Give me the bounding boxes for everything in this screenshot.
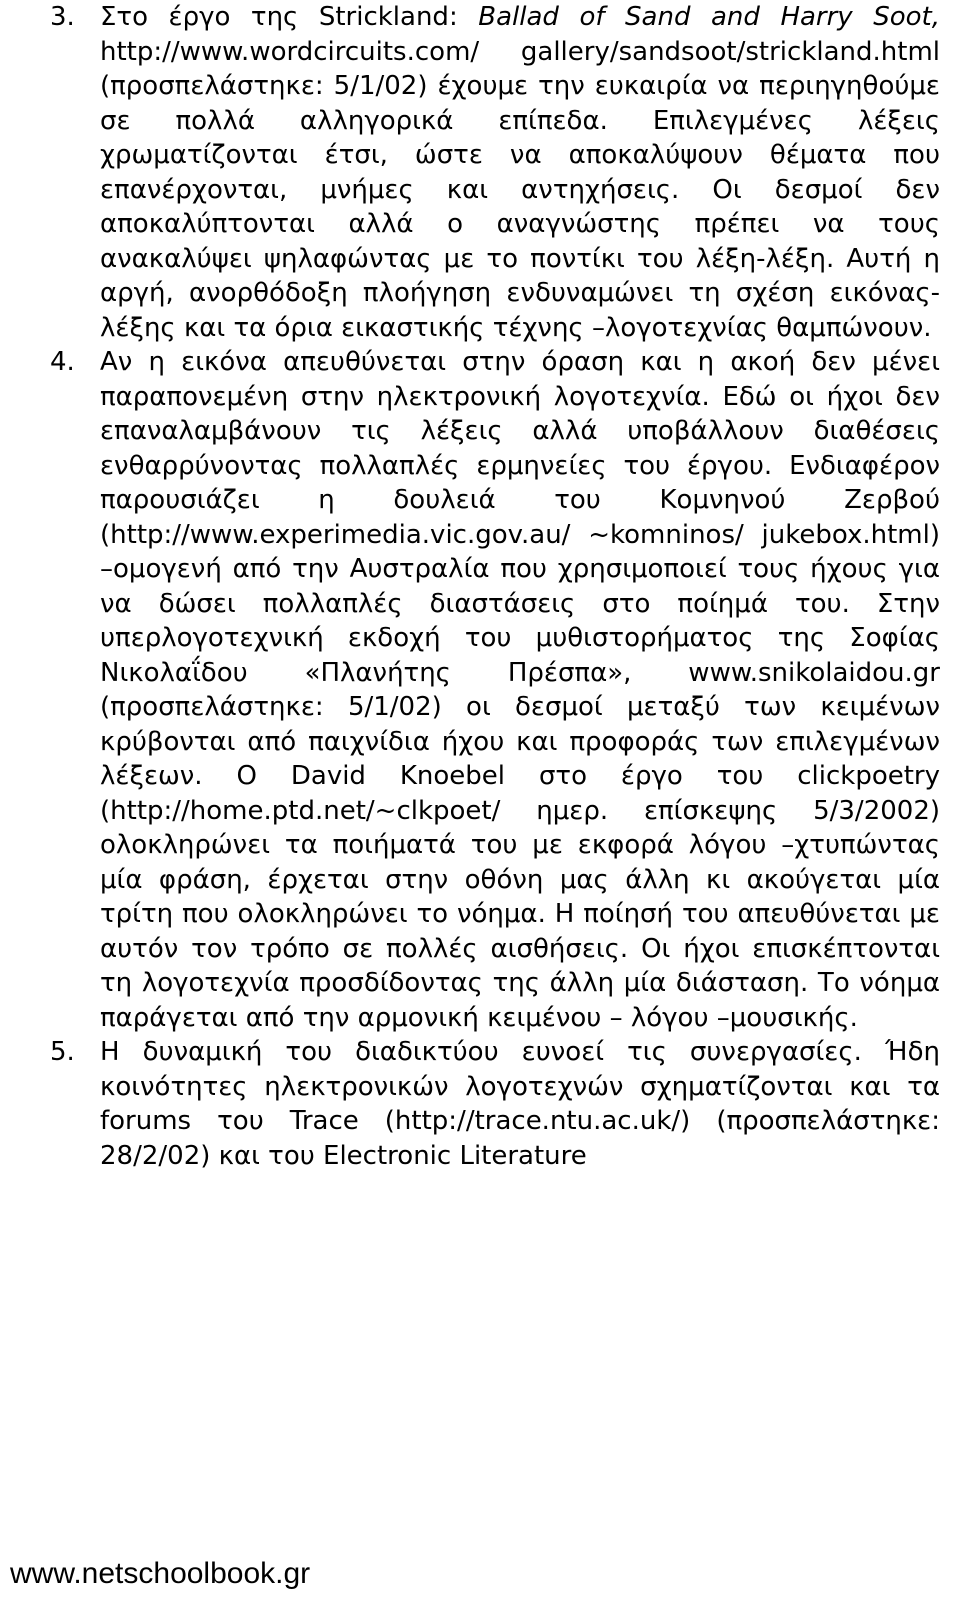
item-text: Η δυναμική του διαδικτύου ευνοεί τις συνεργασίες. Ήδη κοινότητες ηλεκτρονικών λογοτεχνών σχηματίζονται και τα forums του Trace (http://trace.ntu.ac.uk/) (προσπελάστηκε: 28/2/02) και του Electronic Literature <box>100 1037 940 1171</box>
item-text: Αν η εικόνα απευθύνεται στην όραση και η ακοή δεν μένει παραπονεμένη στην ηλεκτρονική λογοτεχνία. Εδώ οι ήχοι δεν επαναλαμβάνουν τις λέξεις αλλά υποβάλλουν διαθέσεις ενθαρρύνοντας πολλαπλές ερμηνείες του έργου. Ενδιαφέρον παρουσιάζει η δουλειά του Κομνηνού Ζερβού (http://www.experimedia.vic.gov.au/ ~komninos/ jukebox.html) –ομογενή από την Αυστραλία που χρησιμοποιεί τους ήχους για να δώσει πολλαπλές διαστάσεις στο ποίημά του. Στην υπερλογοτεχνική εκδοχή του μυθιστορήματος της Σοφίας Νικολαΐδου «Πλανήτης Πρέσπα», www.snikolaidou.gr (προσπελάστηκε: 5/1/02) οι δεσμοί μεταξύ των κειμένων κρύβονται από παιχνίδια ήχου και προφοράς των επιλεγμένων λέξεων. Ο David Knoebel στο έργο του clickpoetry (http://home.ptd.net/~clkpoet/ ημερ. επίσκεψης 5/3/2002) ολοκληρώνει τα ποιήματά του με εκφορά λόγου –χτυπώντας μία φράση, έρχεται στην οθόνη μας άλλη κι ακούγεται μία τρίτη που ολοκληρώνει το νόημα. Η ποίησή του απευθύνεται με αυτόν τον τρόπο σε πολλές αισθήσεις. Οι ήχοι επισκέπτονται τη λογοτεχνία προσδίδοντας της άλλη μία διάσταση. Το νόημα παράγεται από την αρμονική κειμένου – λόγου –μουσικής. <box>100 347 940 1033</box>
list-item-5 <box>50 1035 940 1173</box>
list-item-4 <box>50 345 940 1035</box>
work-title: Ballad of Sand and Harry Soot, <box>478 2 941 32</box>
item-text-after: http://www.wordcircuits.com/ gallery/sandsoot/strickland.html (προσπελάστηκε: 5/1/02) έχουμε την ευκαιρία να περιηγηθούμε σε πολλά αλληγορικά επίπεδα. Επιλεγμένες λέξεις χρωματίζονται έτσι, ώστε να αποκαλύψουν θέματα που επανέρχονται, μνήμες και αντηχήσεις. Οι δεσμοί δεν αποκαλύπτονται αλλά ο αναγνώστης πρέπει να τους ανακαλύψει ψηλαφώντας με το ποντίκι του λέξη-λέξη. Αυτή η αργή, ανορθόδοξη πλοήγηση ενδυναμώνει τη σχέση εικόνας-λέξης και τα όρια εικαστικής τέχνης –λογοτεχνίας θαμπώνουν. <box>100 36 940 343</box>
item-number: 5. <box>50 1037 75 1067</box>
item-text-before: Στο έργο της Strickland: <box>100 2 479 32</box>
item-number: 3. <box>50 2 75 32</box>
document-body <box>50 0 940 1173</box>
list-item-3 <box>50 0 940 345</box>
item-number: 4. <box>50 347 75 377</box>
footer-site: www.netschoolbook.gr <box>10 1557 311 1590</box>
